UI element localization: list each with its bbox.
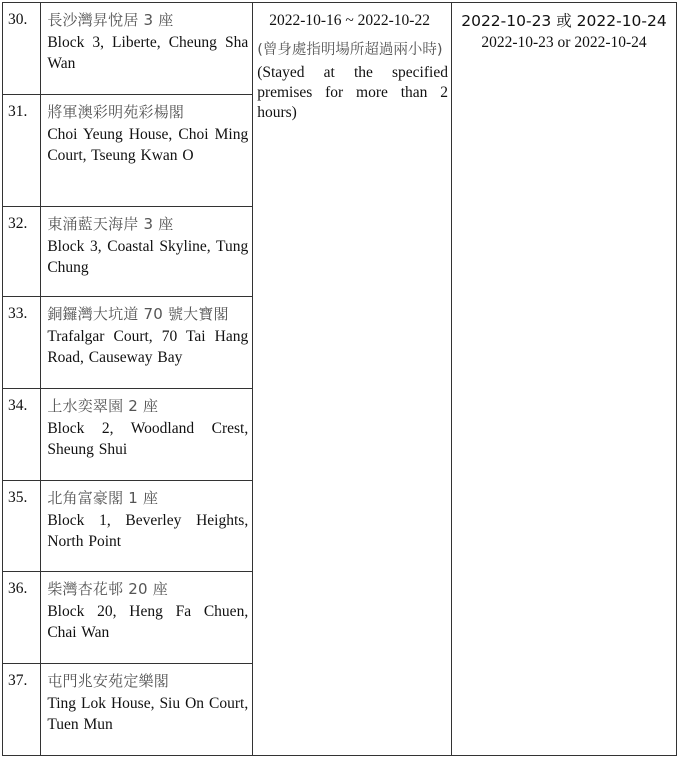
row-number: 34.	[3, 389, 41, 481]
premises-name-zh: 北角富豪閣 1 座	[47, 489, 159, 507]
premises-name-en: Trafalgar Court, 70 Tai Hang Road, Causeway Bay	[47, 328, 249, 366]
premises-name-zh: 東涌藍天海岸 3 座	[47, 215, 174, 233]
premises-cell	[41, 481, 253, 572]
premises-cell	[41, 572, 253, 664]
row-number: 37.	[3, 664, 41, 756]
premises-name-en: Block 3, Liberte, Cheung Sha Wan	[47, 34, 249, 72]
premises-name-zh: 將軍澳彩明苑彩楊閣	[47, 103, 185, 121]
premises-name-en: Block 3, Coastal Skyline, Tung Chung	[47, 238, 249, 276]
row-number: 36.	[3, 572, 41, 664]
row-number: 35.	[3, 481, 41, 572]
premises-name-zh: 銅鑼灣大坑道 70 號大寶閣	[47, 305, 229, 323]
premises-name-en: Choi Yeung House, Choi Ming Court, Tseung Kwan O	[47, 126, 249, 164]
test-dates-zh: 2022-10-23 或 2022-10-24	[461, 12, 667, 30]
visit-period-cell	[253, 3, 452, 756]
premises-name-en: Ting Lok House, Siu On Court, Tuen Mun	[47, 695, 249, 733]
premises-name-en: Block 2, Woodland Crest, Sheung Shui	[47, 420, 249, 458]
premises-table	[2, 2, 677, 756]
premises-name-en: Block 1, Beverley Heights, North Point	[47, 512, 249, 550]
premises-cell	[41, 95, 253, 207]
premises-cell	[41, 389, 253, 481]
premises-name-zh: 柴灣杏花邨 20 座	[47, 580, 168, 598]
row-number: 33.	[3, 297, 41, 389]
visit-note-zh: (曾身處指明場所超過兩小時)	[257, 42, 443, 58]
premises-cell	[41, 207, 253, 297]
premises-cell	[41, 3, 253, 95]
premises-name-zh: 長沙灣昇悅居 3 座	[47, 11, 174, 29]
row-number: 30.	[3, 3, 41, 95]
premises-name-zh: 上水奕翠園 2 座	[47, 397, 159, 415]
table-row	[3, 3, 677, 95]
row-number: 31.	[3, 95, 41, 207]
visit-note-en: (Stayed at the specified premises for more than 2 hours)	[257, 64, 448, 121]
test-dates-cell	[451, 3, 676, 756]
visit-date-range: 2022-10-16 ~ 2022-10-22	[269, 12, 430, 29]
premises-cell	[41, 297, 253, 389]
test-dates-en: 2022-10-23 or 2022-10-24	[481, 34, 647, 51]
premises-name-zh: 屯門兆安苑定樂閣	[47, 672, 169, 690]
row-number: 32.	[3, 207, 41, 297]
premises-name-en: Block 20, Heng Fa Chuen, Chai Wan	[47, 603, 249, 641]
premises-cell	[41, 664, 253, 756]
